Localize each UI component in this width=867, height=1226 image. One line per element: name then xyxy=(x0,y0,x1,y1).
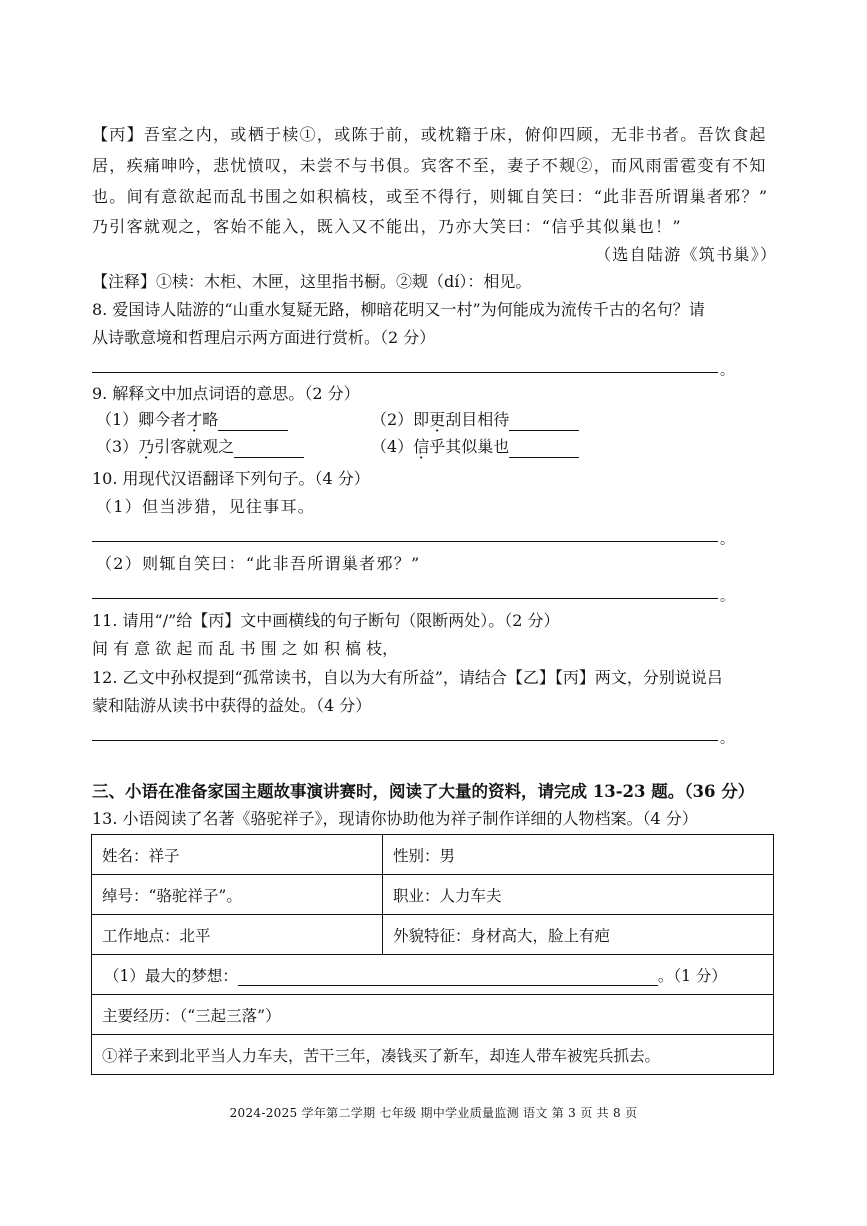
q9-item-2-dotted: 更 xyxy=(429,410,446,429)
q9-item-2-suffix: 刮目相待 xyxy=(445,410,510,429)
q10-period-1: 。 xyxy=(720,532,734,548)
q9-item-1-blank[interactable] xyxy=(218,414,288,431)
q10-sentence-1: （1）但当涉猎，见往事耳。 xyxy=(96,497,316,516)
q12-line-2: 蒙和陆游从读书中获得的益处。（4 分） xyxy=(92,696,372,715)
q9-stem: 9. 解释文中加点词语的意思。（2 分） xyxy=(92,384,360,403)
passage-line-3: 也。间有意欲起而乱书围之如积槁枝，或至不得行，则辄自笑曰：“此非吾所谓巢者邪？” xyxy=(92,187,769,206)
table-row xyxy=(92,835,774,875)
q10-answer-line-2[interactable] xyxy=(92,598,718,599)
table-row xyxy=(92,875,774,915)
q9-item-2 xyxy=(371,409,579,431)
q9-item-1 xyxy=(96,409,288,431)
q8-line-1: 8. 爱国诗人陆游的“山重水复疑无路，柳暗花明又一村”为何能成为流传千古的名句？请 xyxy=(92,300,705,319)
q9-item-4-prefix: （4） xyxy=(371,437,414,456)
q12-period: 。 xyxy=(720,731,734,747)
passage-line-2: 居，疾痛呻吟，悲忧愤叹，未尝不与书俱。宾客不至，妻子不觌②，而风雨雷雹变有不知 xyxy=(92,156,767,175)
profile-dream-blank[interactable] xyxy=(238,969,658,986)
q12-answer-line[interactable] xyxy=(92,740,718,741)
profile-dream-cell xyxy=(92,955,774,995)
q8-period: 。 xyxy=(720,363,734,379)
profile-workplace: 工作地点：北平 xyxy=(92,915,383,955)
q9-item-1-suffix: 略 xyxy=(202,410,219,429)
q9-item-1-prefix: （1）卿今者 xyxy=(96,410,187,429)
profile-dream-score: 。（1 分） xyxy=(657,966,727,985)
notes: 【注释】①椟：木柜、木匣，这里指书橱。②觌（dí）：相见。 xyxy=(92,272,532,291)
table-row xyxy=(92,955,774,995)
q10-period-2: 。 xyxy=(720,589,734,605)
table-row xyxy=(92,995,774,1035)
section-3-title: 三、小语在准备家国主题故事演讲赛时，阅读了大量的资料，请完成 13-23 题。（36 分） xyxy=(92,782,755,801)
profile-experience-label: 主要经历：（“三起三落”） xyxy=(92,995,774,1035)
page-footer: 2024-2025 学年第二学期 七年级 期中学业质量监测 语文 第 3 页 共 8 页 xyxy=(229,1106,638,1120)
q9-item-3-prefix: （3） xyxy=(96,437,139,456)
q10-answer-line-1[interactable] xyxy=(92,541,718,542)
profile-gender: 性别：男 xyxy=(383,835,774,875)
q9-item-4-dotted: 信 xyxy=(413,437,430,456)
profile-nickname: 绰号：“骆驼祥子”。 xyxy=(92,875,383,915)
q9-item-4 xyxy=(371,436,579,458)
q10-sentence-2: （2）则辄自笑曰：“此非吾所谓巢者邪？” xyxy=(96,554,421,573)
q13-stem: 13. 小语阅读了名著《骆驼祥子》，现请你协助他为祥子制作详细的人物档案。（4 分） xyxy=(92,809,698,828)
passage-line-4: 乃引客就观之，客始不能入，既入又不能出，乃亦大笑曰：“信乎其似巢也！” xyxy=(92,217,682,236)
table-row xyxy=(92,1035,774,1075)
profile-job: 职业：人力车夫 xyxy=(383,875,774,915)
table-row xyxy=(92,915,774,955)
profile-dream-label: （1）最大的梦想： xyxy=(104,966,238,985)
q9-item-3 xyxy=(96,436,304,458)
q9-item-4-blank[interactable] xyxy=(509,441,579,458)
q9-item-3-suffix: 引客就观之 xyxy=(154,437,235,456)
q9-item-1-dotted: 才 xyxy=(186,410,203,429)
q9-item-3-dotted: 乃 xyxy=(138,437,155,456)
passage-source: （选自陆游《筑书巢》） xyxy=(595,245,778,264)
profile-appearance: 外貌特征：身材高大，脸上有疤 xyxy=(383,915,774,955)
q9-item-3-blank[interactable] xyxy=(234,441,304,458)
q12-line-1: 12. 乙文中孙权提到“孤常读书，自以为大有所益”，请结合【乙】【丙】两文，分别说说吕 xyxy=(92,668,723,687)
character-profile-table xyxy=(91,834,774,1075)
q9-item-2-blank[interactable] xyxy=(509,414,579,431)
profile-name: 姓名：祥子 xyxy=(92,835,383,875)
q9-item-2-prefix: （2）即 xyxy=(371,410,430,429)
q10-stem: 10. 用现代汉语翻译下列句子。（4 分） xyxy=(92,469,370,488)
q9-item-4-suffix: 乎其似巢也 xyxy=(429,437,510,456)
passage-line-1: 【丙】吾室之内，或栖于椟①，或陈于前，或枕籍于床，俯仰四顾，无非书者。吾饮食起 xyxy=(92,125,767,144)
profile-experience-1: ①祥子来到北平当人力车夫，苦干三年，凑钱买了新车，却连人带车被宪兵抓去。 xyxy=(92,1035,774,1075)
q11-stem: 11. 请用“/”给【丙】文中画横线的句子断句（限断两处）。（2 分） xyxy=(92,611,560,630)
q8-line-2: 从诗歌意境和哲理启示两方面进行赏析。（2 分） xyxy=(92,328,436,347)
q8-answer-line[interactable] xyxy=(92,372,718,373)
q11-sentence: 间 有 意 欲 起 而 乱 书 围 之 如 积 槁 枝， xyxy=(92,639,399,658)
